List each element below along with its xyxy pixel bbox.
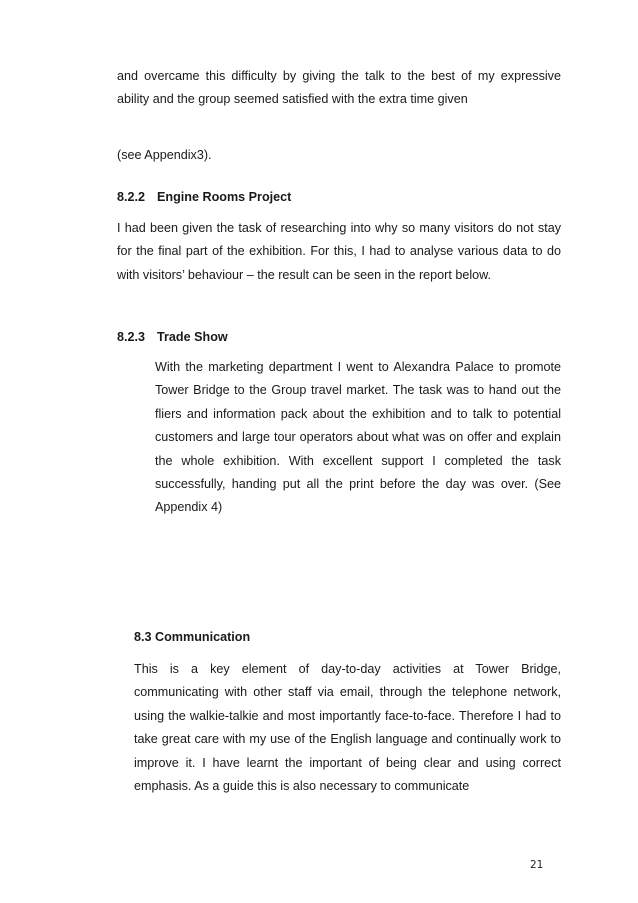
section-body-8-3: This is a key element of day-to-day activities at Tower Bridge, communicating with other staff via email, through the telephone network, using the walkie-talkie and most importantly face-to-face. Therefore I had to take great care with my use of the English language and continually work to improve it. I have learnt the important of being clear and using correct emphasis. As a guide this is also necessary to communicate bbox=[134, 662, 561, 794]
paragraph-appendix-ref: (see Appendix3). bbox=[117, 148, 212, 162]
paragraph-continuation: and overcame this difficulty by giving the talk to the best of my expressive ability and the group seemed satisfied with the extra time given bbox=[117, 69, 561, 107]
section-heading-8-2-3 bbox=[117, 330, 228, 344]
section-title: Trade Show bbox=[157, 330, 228, 344]
section-body-8-2-2: I had been given the task of researching into why so many visitors do not stay for the final part of the exhibition. For this, I had to analyse various data to do with visitors’ behaviour – the result can be seen in the report below. bbox=[117, 221, 561, 282]
section-heading-8-2-2 bbox=[117, 190, 291, 204]
section-number: 8.2.2 bbox=[117, 190, 146, 204]
section-heading-8-3 bbox=[134, 630, 250, 644]
page-number: 21 bbox=[530, 859, 544, 871]
section-body-8-2-3: With the marketing department I went to Alexandra Palace to promote Tower Bridge to the Group travel market. The task was to hand out the fliers and information pack about the exhibition and to talk to potential customers and large tour operators about what was on offer and explain the whole exhibition. With excellent support I completed the task successfully, handing put all the print before the day was over. (See Appendix 4) bbox=[155, 360, 561, 515]
section-title: Engine Rooms Project bbox=[157, 190, 292, 204]
section-number: 8.2.3 bbox=[117, 330, 146, 344]
section-heading-text: 8.3 Communication bbox=[134, 630, 251, 644]
